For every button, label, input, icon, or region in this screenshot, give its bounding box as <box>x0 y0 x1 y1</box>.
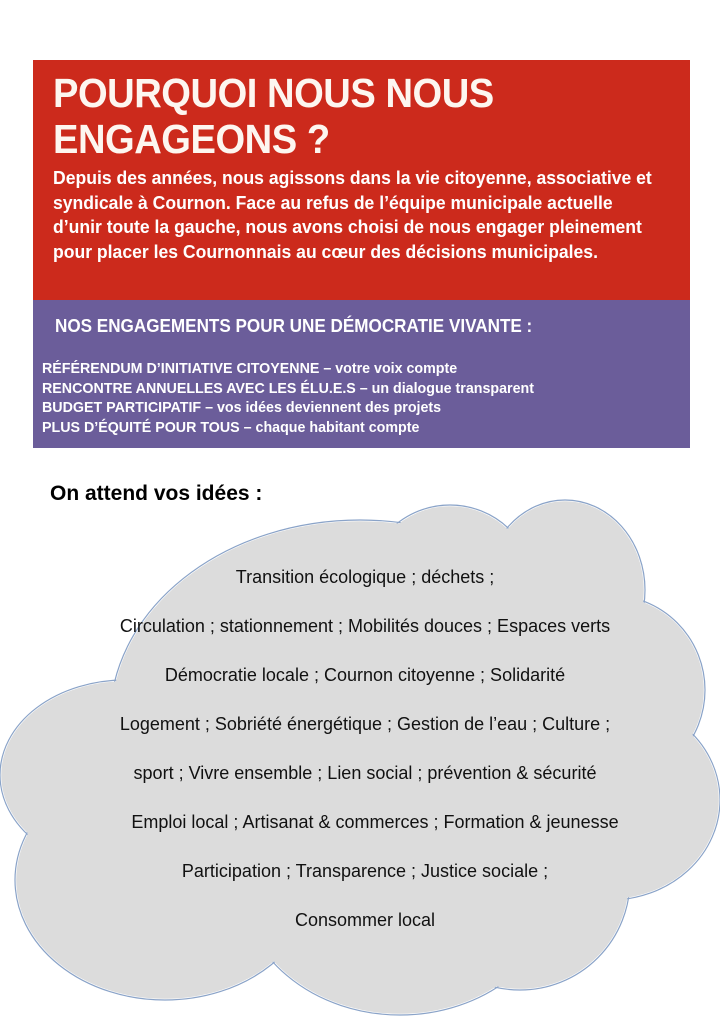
idea-line: Transition écologique ; déchets ; <box>235 567 495 587</box>
idea-line: Emploi local ; Artisanat & commerces ; Formation & jeunesse <box>131 812 619 832</box>
ideas-heading: On attend vos idées : <box>50 482 263 505</box>
intro-text: Depuis des années, nous agissons dans la vie citoyenne, associative et syndicale à Cournon. Face au refus de l’équipe municipale actuelle d’unir toute la gauche, nous avons choisi de nous engager pleinement pour placer les Cournonnais au cœur des décisions municipales. <box>53 167 652 262</box>
idea-line: Démocratie locale ; Cournon citoyenne ; Solidarité <box>164 665 566 685</box>
idea-line: Consommer local <box>294 910 436 930</box>
idea-line: Circulation ; stationnement ; Mobilités douces ; Espaces verts <box>119 616 611 636</box>
idea-line: sport ; Vivre ensemble ; Lien social ; prévention & sécurité <box>133 763 597 783</box>
engagements-title: NOS ENGAGEMENTS POUR UNE DÉMOCRATIE VIVANTE : <box>55 316 533 336</box>
title-line-1: POURQUOI NOUS NOUS <box>53 70 494 116</box>
engagement-item: RENCONTRE ANNUELLES AVEC LES ÉLU.E.S – un dialogue transparent <box>42 379 534 397</box>
title-line-2: ENGAGEONS ? <box>53 116 330 162</box>
engagement-item: RÉFÉRENDUM D’INITIATIVE CITOYENNE – votre voix compte <box>42 360 458 377</box>
engagement-item: BUDGET PARTICIPATIF – vos idées deviennent des projets <box>42 399 442 416</box>
idea-line: Participation ; Transparence ; Justice sociale ; <box>181 861 549 881</box>
engagement-item: PLUS D’ÉQUITÉ POUR TOUS – chaque habitant compte <box>42 418 420 436</box>
idea-line: Logement ; Sobriété énergétique ; Gestion de l’eau ; Culture ; <box>119 714 611 734</box>
